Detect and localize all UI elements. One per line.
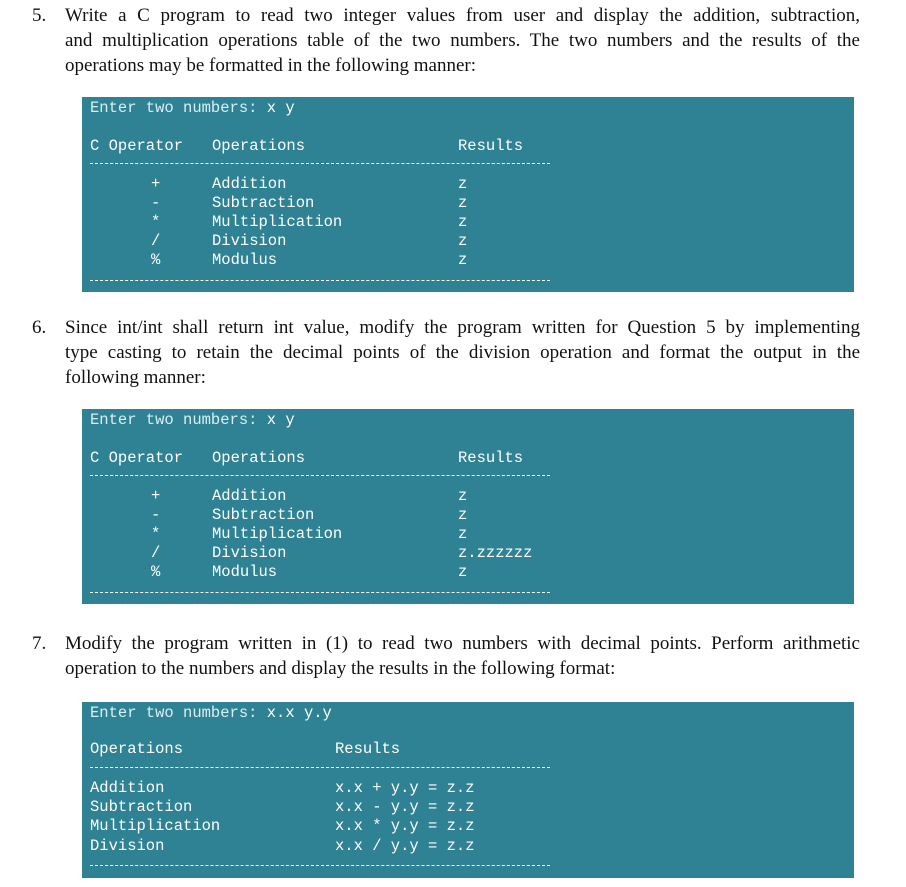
row-result: z xyxy=(458,194,468,212)
divider xyxy=(90,280,550,281)
row-operator: * xyxy=(151,525,161,543)
row-result: x.x / y.y = z.z xyxy=(335,837,475,855)
divider xyxy=(90,475,550,476)
question-number: 5. xyxy=(32,5,47,26)
row-result: z xyxy=(458,563,468,581)
question-text xyxy=(65,3,860,78)
input-prompt-line xyxy=(90,704,332,723)
row-operation: Addition xyxy=(212,175,287,193)
row-result: z xyxy=(458,525,468,543)
header-operations: Operations xyxy=(212,137,306,155)
question-text xyxy=(65,315,860,390)
question-line: Since int/int shall return int value, modify the program written for Question 5 by implementing xyxy=(65,317,860,338)
row-operator: / xyxy=(151,544,161,562)
divider xyxy=(90,163,550,164)
row-operator: % xyxy=(151,251,161,269)
row-result: z xyxy=(458,175,468,193)
row-operation: Division xyxy=(90,837,165,855)
row-operation: Division xyxy=(212,544,287,562)
input-prompt: Enter two numbers: xyxy=(90,99,267,117)
input-prompt: Enter two numbers: xyxy=(90,704,267,722)
question-line: type casting to retain the decimal points of the division operation and format the output in the xyxy=(65,342,860,363)
console-output-1 xyxy=(82,97,854,292)
row-result: z.zzzzzz xyxy=(458,544,533,562)
input-prompt: Enter two numbers: xyxy=(90,411,267,429)
row-operation: Multiplication xyxy=(90,817,221,835)
row-result: x.x + y.y = z.z xyxy=(335,779,475,797)
header-results: Results xyxy=(335,740,401,758)
question-line: following manner: xyxy=(65,367,206,388)
row-operation: Division xyxy=(212,232,287,250)
question-number: 6. xyxy=(32,317,47,338)
row-result: x.x * y.y = z.z xyxy=(335,817,475,835)
row-operator: + xyxy=(151,175,161,193)
row-operation: Modulus xyxy=(212,251,278,269)
row-operator: + xyxy=(151,487,161,505)
question-line: Modify the program written in (1) to read two numbers with decimal points. Perform arithmetic xyxy=(65,633,860,654)
input-values: x y xyxy=(266,99,295,117)
question-text xyxy=(65,631,860,681)
row-operator: * xyxy=(151,213,161,231)
row-result: z xyxy=(458,232,468,250)
row-operator: % xyxy=(151,563,161,581)
row-operation: Multiplication xyxy=(212,213,343,231)
input-prompt-line xyxy=(90,411,295,430)
console-output-2 xyxy=(82,409,854,604)
row-operation: Addition xyxy=(212,487,287,505)
header-operations: Operations xyxy=(212,449,306,467)
question-line: and multiplication operations table of the two numbers. The two numbers and the results of the xyxy=(65,30,860,51)
question-number: 7. xyxy=(32,633,47,654)
row-operation: Subtraction xyxy=(90,798,193,816)
input-prompt-line xyxy=(90,99,295,118)
header-operations: Operations xyxy=(90,740,184,758)
divider xyxy=(90,767,550,768)
row-operator: - xyxy=(151,506,161,524)
divider xyxy=(90,865,550,866)
input-values: x.x y.y xyxy=(266,704,332,722)
row-operation: Modulus xyxy=(212,563,278,581)
row-operator: - xyxy=(151,194,161,212)
input-values: x y xyxy=(266,411,295,429)
question-line: operation to the numbers and display the results in the following format: xyxy=(65,658,616,679)
row-result: z xyxy=(458,213,468,231)
header-operator: C Operator xyxy=(90,137,184,155)
header-operator: C Operator xyxy=(90,449,184,467)
header-results: Results xyxy=(458,449,524,467)
header-results: Results xyxy=(458,137,524,155)
console-output-3 xyxy=(82,702,854,878)
row-result: z xyxy=(458,506,468,524)
divider xyxy=(90,592,550,593)
row-operation: Subtraction xyxy=(212,506,315,524)
row-operation: Addition xyxy=(90,779,165,797)
row-result: z xyxy=(458,487,468,505)
row-result: z xyxy=(458,251,468,269)
row-operation: Multiplication xyxy=(212,525,343,543)
row-result: x.x - y.y = z.z xyxy=(335,798,475,816)
row-operator: / xyxy=(151,232,161,250)
row-operation: Subtraction xyxy=(212,194,315,212)
question-line: operations may be formatted in the following manner: xyxy=(65,55,477,76)
question-line: Write a C program to read two integer values from user and display the addition, subtraction, xyxy=(65,5,860,26)
